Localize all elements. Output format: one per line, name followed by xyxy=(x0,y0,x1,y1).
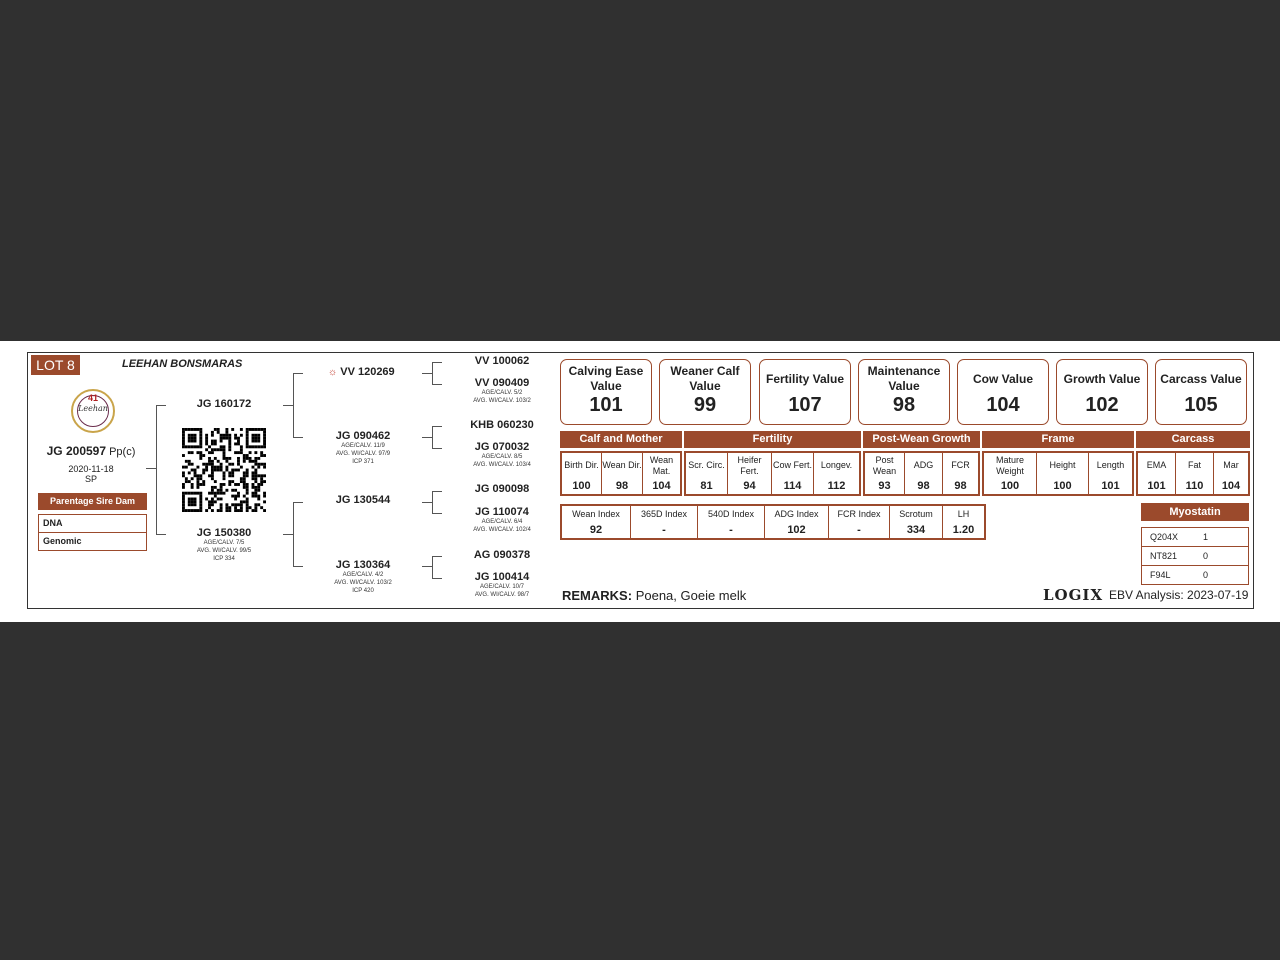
pedigree-sd-id: JG 090462 xyxy=(335,430,391,442)
index-value: - xyxy=(857,524,861,536)
pedigree-sdd-line2: AVG. WI/CALV. 103/4 xyxy=(473,462,531,468)
pedigree-sdd-line1: AGE/CALV. 8/5 xyxy=(481,454,523,460)
index-label: 540D Index xyxy=(707,508,755,519)
myostatin-marker: F94L xyxy=(1150,570,1171,580)
pedigree-dd xyxy=(313,559,413,595)
value-title: Carcass Value xyxy=(1160,371,1242,386)
pedigree-dsd xyxy=(452,506,552,534)
myostatin-marker: Q204X xyxy=(1150,532,1179,542)
group-header-calf-mother: Calf and Mother xyxy=(560,431,682,448)
ebv-value: 100 xyxy=(572,480,591,492)
logo-name: Leehan xyxy=(78,404,108,413)
value-number: 107 xyxy=(788,394,822,416)
ebv-cell xyxy=(865,453,905,494)
logo-number: 41 xyxy=(87,393,98,403)
myostatin-table xyxy=(1141,503,1249,585)
value-title: Fertility Value xyxy=(765,371,845,386)
ebv-value: 101 xyxy=(1147,480,1166,492)
ebv-value: 110 xyxy=(1185,480,1204,492)
pedigree-dam xyxy=(170,527,278,563)
pedigree-sdd-id: JG 070032 xyxy=(474,441,530,453)
pedigree-dds: AG 090378 xyxy=(473,549,531,561)
myostatin-value: 0 xyxy=(1203,570,1209,580)
pedigree-dd-id: JG 130364 xyxy=(335,559,391,571)
pedigree-ssd-id: VV 090409 xyxy=(474,377,530,389)
pedigree-ddd-line2: AVG. WI/CALV. 98/7 xyxy=(474,592,530,598)
value-box-growth xyxy=(1056,359,1148,425)
group-header-frame: Frame xyxy=(982,431,1134,448)
breeder-name: LEEHAN BONSMARAS xyxy=(122,358,243,370)
pedigree-dd-line1: AGE/CALV. 4/2 xyxy=(342,572,384,578)
ebv-table-calf-mother xyxy=(560,451,682,496)
ebv-label: Heifer Fert. xyxy=(737,454,762,476)
value-box-cow xyxy=(957,359,1049,425)
myostatin-row xyxy=(1141,527,1249,547)
index-cell xyxy=(943,506,984,538)
ebv-label: Mature Weight xyxy=(995,454,1024,476)
index-cell xyxy=(562,506,631,538)
index-value: 92 xyxy=(589,524,603,536)
ebv-label: Height xyxy=(1049,460,1076,470)
ebv-value: 104 xyxy=(1221,480,1241,492)
index-cell xyxy=(631,506,698,538)
pedigree-dam-line1: AGE/CALV. 7/5 xyxy=(203,540,245,546)
breeder-logo xyxy=(71,389,115,433)
ebv-cell xyxy=(814,453,859,494)
pedigree-ss-id: VV 120269 xyxy=(340,366,395,378)
pedigree-ssd-line1: AGE/CALV. 5/2 xyxy=(481,390,523,396)
myostatin-row xyxy=(1141,566,1249,585)
ebv-value: 100 xyxy=(1000,480,1020,492)
pedigree-ddd-id: JG 100414 xyxy=(474,571,530,583)
ebv-value: 93 xyxy=(878,480,891,492)
pedigree-ddd-line1: AGE/CALV. 10/7 xyxy=(479,584,525,590)
ebv-cell xyxy=(728,453,772,494)
value-title: Weaner Calf Value xyxy=(670,364,740,393)
pedigree-sd xyxy=(313,430,413,466)
ebv-value: 94 xyxy=(743,480,756,492)
index-label: 365D Index xyxy=(640,508,688,519)
pedigree-dam-line3: ICP 334 xyxy=(213,556,235,562)
ebv-label: Post Wean xyxy=(872,454,897,476)
ebv-value: 98 xyxy=(917,480,930,492)
parentage-row-dna: DNA xyxy=(38,514,147,533)
remarks xyxy=(562,588,746,603)
ebv-value: 104 xyxy=(652,480,671,492)
ebv-label: Longev. xyxy=(820,460,853,470)
pedigree-dsd-line2: AVG. WI/CALV. 102/4 xyxy=(473,527,531,533)
qr-code xyxy=(182,428,266,512)
pedigree-dsd-id: JG 110074 xyxy=(475,506,529,518)
ebv-value: 100 xyxy=(1053,480,1072,492)
index-label: Scrotum xyxy=(899,508,933,519)
ebv-label: Wean Dir. xyxy=(602,460,642,470)
ebv-value: 81 xyxy=(700,480,713,492)
ebv-cell xyxy=(562,453,602,494)
pedigree-dss: JG 090098 xyxy=(474,483,530,495)
ebv-cell xyxy=(772,453,814,494)
ebv-table-post-wean xyxy=(863,451,980,496)
ebv-cell xyxy=(905,453,943,494)
value-box-maintenance xyxy=(858,359,950,425)
myostatin-marker: NT821 xyxy=(1150,551,1178,561)
index-cell xyxy=(698,506,765,538)
pedigree-sdd xyxy=(452,441,552,469)
ebv-label: Birth Dir. xyxy=(564,460,599,470)
index-label: FCR Index xyxy=(837,508,881,519)
value-title: Cow Value xyxy=(972,371,1034,386)
ebv-value: 98 xyxy=(615,480,629,492)
pedigree-sd-line1: AGE/CALV. 11/9 xyxy=(341,443,385,449)
ebv-table-fertility xyxy=(684,451,861,496)
animal-status: Pp(c) xyxy=(109,446,136,458)
remarks-text: Poena, Goeie melk xyxy=(635,588,747,603)
value-number: 104 xyxy=(986,394,1020,416)
myostatin-row xyxy=(1141,547,1249,566)
ebv-label: EMA xyxy=(1146,460,1167,470)
animal-id: JG 200597 xyxy=(46,444,107,458)
ebv-cell xyxy=(1138,453,1176,494)
parentage-header: Parentage Sire Dam xyxy=(38,493,147,510)
index-label: LH xyxy=(957,508,970,519)
ebv-cell xyxy=(1037,453,1089,494)
ebv-analysis-date: EBV Analysis: 2023-07-19 xyxy=(1109,588,1249,602)
ebv-cell xyxy=(643,453,680,494)
ebv-label: ADG xyxy=(913,460,934,470)
ebv-value: 112 xyxy=(827,480,846,492)
ebv-cell xyxy=(943,453,978,494)
logix-logo: LOGIX xyxy=(1043,586,1104,604)
index-label: ADG Index xyxy=(774,508,819,519)
ebv-label: Fat xyxy=(1187,460,1201,470)
animal-info xyxy=(36,444,146,484)
pedigree-ddd xyxy=(452,571,552,599)
ebv-cell xyxy=(686,453,728,494)
value-box-calving-ease xyxy=(560,359,652,425)
value-number: 102 xyxy=(1085,394,1119,416)
index-label: Wean Index xyxy=(572,508,620,519)
pedigree-ssd xyxy=(452,377,552,405)
ebv-label: Length xyxy=(1096,460,1125,470)
index-table xyxy=(560,504,986,540)
pedigree-sire: JG 160172 xyxy=(196,398,252,410)
index-cell xyxy=(829,506,890,538)
sire-marker-icon: ☼ xyxy=(328,367,338,378)
value-number: 105 xyxy=(1184,394,1218,416)
index-cell xyxy=(765,506,829,538)
parentage-table xyxy=(38,493,147,551)
pedigree-ds: JG 130544 xyxy=(335,494,391,506)
index-value: 102 xyxy=(787,524,806,536)
ebv-cell xyxy=(1176,453,1214,494)
ebv-value: 98 xyxy=(954,480,967,492)
value-title: Calving Ease Value xyxy=(568,364,644,393)
value-box-carcass xyxy=(1155,359,1247,425)
animal-birth-date: 2020-11-18 xyxy=(68,464,114,474)
pedigree-ssd-line2: AVG. WI/CALV. 103/2 xyxy=(473,398,531,404)
ebv-value: 114 xyxy=(783,480,802,492)
group-header-fertility: Fertility xyxy=(684,431,861,448)
pedigree-sss: VV 100062 xyxy=(474,355,530,367)
myostatin-value: 1 xyxy=(1203,532,1209,542)
value-box-weaner-calf xyxy=(659,359,751,425)
ebv-cell xyxy=(984,453,1037,494)
index-value: 334 xyxy=(906,524,926,536)
ebv-cell xyxy=(1214,453,1248,494)
value-title: Maintenance Value xyxy=(867,364,941,393)
index-value: - xyxy=(662,524,666,536)
ebv-label: FCR xyxy=(951,460,970,470)
pedigree-dam-line2: AVG. WI/CALV. 99/5 xyxy=(196,548,252,554)
myostatin-title: Myostatin xyxy=(1141,503,1249,521)
index-value: 1.20 xyxy=(952,524,975,536)
value-title: Growth Value xyxy=(1063,371,1141,386)
ebv-table-frame xyxy=(982,451,1134,496)
myostatin-value: 0 xyxy=(1203,551,1209,561)
ebv-value: 101 xyxy=(1101,480,1120,492)
ebv-label: Mar xyxy=(1223,460,1239,470)
ebv-label: Cow Fert. xyxy=(772,460,812,470)
pedigree-ss xyxy=(328,366,395,378)
value-number: 98 xyxy=(892,394,916,416)
pedigree-dsd-line1: AGE/CALV. 6/4 xyxy=(481,519,523,525)
ebv-table-carcass xyxy=(1136,451,1250,496)
ebv-label: Wean Mat. xyxy=(649,454,674,476)
pedigree-sds: KHB 060230 xyxy=(470,419,534,431)
group-header-carcass: Carcass xyxy=(1136,431,1250,448)
animal-code: SP xyxy=(84,474,97,484)
pedigree-dam-id: JG 150380 xyxy=(196,527,252,539)
ebv-label: Scr. Circ. xyxy=(688,460,725,470)
group-header-post-wean: Post-Wean Growth xyxy=(863,431,980,448)
value-box-fertility xyxy=(759,359,851,425)
ebv-cell xyxy=(602,453,643,494)
pedigree-sd-line2: AVG. WI/CALV. 97/9 xyxy=(335,451,391,457)
index-cell xyxy=(890,506,943,538)
value-number: 101 xyxy=(589,394,623,416)
pedigree-dd-line3: ICP 420 xyxy=(352,588,374,594)
pedigree-sd-line3: ICP 371 xyxy=(352,459,374,465)
index-value: - xyxy=(729,524,733,536)
remarks-label: REMARKS: xyxy=(562,588,633,603)
lot-badge: LOT 8 xyxy=(31,355,80,375)
value-number: 99 xyxy=(693,394,717,416)
ebv-cell xyxy=(1089,453,1132,494)
parentage-row-genomic: Genomic xyxy=(38,533,147,551)
pedigree-dd-line2: AVG. WI/CALV. 103/2 xyxy=(334,580,392,586)
